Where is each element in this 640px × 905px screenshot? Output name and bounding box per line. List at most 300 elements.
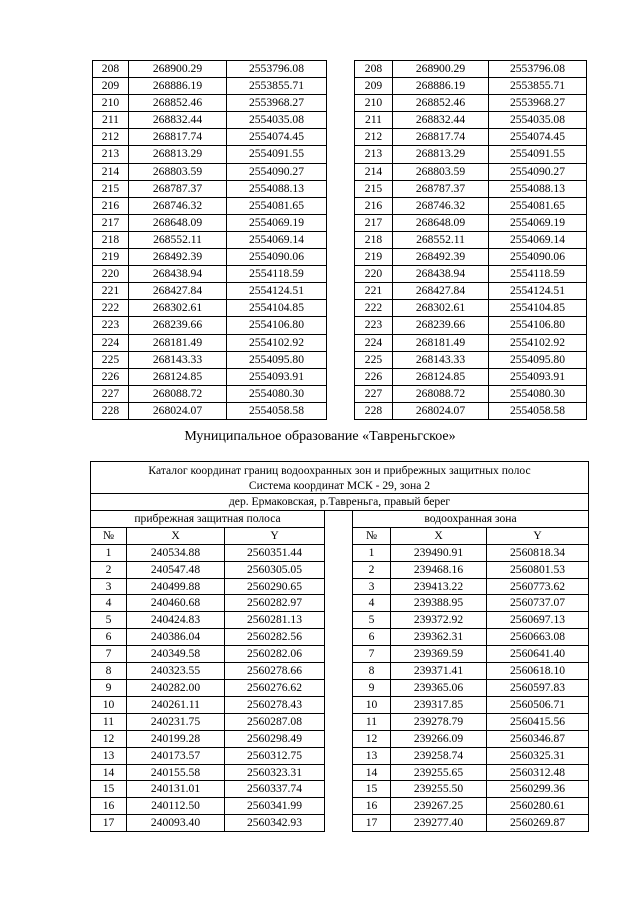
x-coordinate: 268181.49 [393, 334, 489, 351]
gap-cell [327, 180, 355, 197]
point-number: 210 [93, 95, 129, 112]
point-number: 226 [93, 368, 129, 385]
table-row [91, 612, 589, 629]
table-row [93, 385, 587, 402]
gap-cell [327, 351, 355, 368]
protective-strip-point-number: 16 [91, 798, 127, 815]
protective-strip-x: 240199.28 [127, 730, 225, 747]
catalog-coordinates-table [90, 461, 589, 832]
gap-cell [327, 317, 355, 334]
x-coordinate: 268024.07 [129, 402, 227, 419]
x-coordinate: 268787.37 [129, 180, 227, 197]
table-row [91, 629, 589, 646]
table-row [93, 214, 587, 231]
catalog-title [91, 462, 589, 494]
x-coordinate: 268746.32 [129, 197, 227, 214]
protective-strip-x: 240173.57 [127, 747, 225, 764]
point-number: 218 [355, 231, 393, 248]
y-coordinate: 2554058.58 [489, 402, 587, 419]
point-number: 216 [355, 197, 393, 214]
gap-cell [327, 266, 355, 283]
water-zone-point-number: 17 [353, 815, 391, 832]
x-coordinate: 268239.66 [129, 317, 227, 334]
gap-cell [325, 747, 353, 764]
water-zone-y: 2560641.40 [487, 646, 589, 663]
protective-strip-x: 240499.88 [127, 578, 225, 595]
point-number: 221 [355, 283, 393, 300]
y-coordinate: 2554080.30 [489, 385, 587, 402]
protective-strip-y: 2560278.66 [225, 663, 325, 680]
y-coordinate: 2554080.30 [227, 385, 327, 402]
protective-strip-point-number: 17 [91, 815, 127, 832]
right-col-num-header: № [353, 527, 391, 544]
water-zone-point-number: 1 [353, 544, 391, 561]
water-zone-y: 2560346.87 [487, 730, 589, 747]
x-coordinate: 268900.29 [129, 61, 227, 78]
y-coordinate: 2554058.58 [227, 402, 327, 419]
water-zone-x: 239372.92 [391, 612, 487, 629]
point-number: 220 [93, 266, 129, 283]
point-number: 212 [93, 129, 129, 146]
protective-strip-y: 2560290.65 [225, 578, 325, 595]
water-zone-point-number: 11 [353, 713, 391, 730]
y-coordinate: 2554102.92 [489, 334, 587, 351]
point-number: 224 [355, 334, 393, 351]
table-row [91, 781, 589, 798]
table-row [91, 696, 589, 713]
water-zone-point-number: 13 [353, 747, 391, 764]
table-row [93, 112, 587, 129]
protective-strip-x: 240261.11 [127, 696, 225, 713]
x-coordinate: 268143.33 [129, 351, 227, 368]
protective-strip-x: 240093.40 [127, 815, 225, 832]
table-row [93, 351, 587, 368]
point-number: 220 [355, 266, 393, 283]
x-coordinate: 268427.84 [129, 283, 227, 300]
table-row [91, 595, 589, 612]
y-coordinate: 2554090.06 [489, 249, 587, 266]
x-coordinate: 268852.46 [393, 95, 489, 112]
point-number: 228 [93, 402, 129, 419]
x-coordinate: 268832.44 [393, 112, 489, 129]
right-section-header: водоохранная зона [353, 510, 589, 527]
y-coordinate: 2554106.80 [489, 317, 587, 334]
x-coordinate: 268813.29 [393, 146, 489, 163]
water-zone-y: 2560818.34 [487, 544, 589, 561]
protective-strip-x: 240231.75 [127, 713, 225, 730]
water-zone-x: 239255.65 [391, 764, 487, 781]
protective-strip-y: 2560312.75 [225, 747, 325, 764]
x-coordinate: 268787.37 [393, 180, 489, 197]
x-coordinate: 268552.11 [129, 231, 227, 248]
y-coordinate: 2553796.08 [489, 61, 587, 78]
x-coordinate: 268746.32 [393, 197, 489, 214]
x-coordinate: 268492.39 [129, 249, 227, 266]
water-zone-x: 239369.59 [391, 646, 487, 663]
gap-cell [327, 129, 355, 146]
table-row [93, 266, 587, 283]
gap-cell [325, 510, 353, 527]
table-row [93, 129, 587, 146]
y-coordinate: 2554090.06 [227, 249, 327, 266]
x-coordinate: 268886.19 [393, 78, 489, 95]
gap-cell [327, 214, 355, 231]
point-number: 214 [93, 163, 129, 180]
water-zone-y: 2560415.56 [487, 713, 589, 730]
y-coordinate: 2554088.13 [227, 180, 327, 197]
protective-strip-point-number: 2 [91, 561, 127, 578]
x-coordinate: 268832.44 [129, 112, 227, 129]
table-row [91, 798, 589, 815]
protective-strip-point-number: 15 [91, 781, 127, 798]
y-coordinate: 2553855.71 [489, 78, 587, 95]
table-row [91, 730, 589, 747]
protective-strip-y: 2560323.31 [225, 764, 325, 781]
gap-cell [325, 663, 353, 680]
table-row [93, 146, 587, 163]
protective-strip-y: 2560341.99 [225, 798, 325, 815]
point-number: 223 [93, 317, 129, 334]
point-number: 215 [355, 180, 393, 197]
gap-cell [325, 730, 353, 747]
x-coordinate: 268088.72 [393, 385, 489, 402]
table-row [93, 334, 587, 351]
left-col-x-header: X [127, 527, 225, 544]
point-number: 211 [355, 112, 393, 129]
water-zone-y: 2560299.36 [487, 781, 589, 798]
water-zone-x: 239371.41 [391, 663, 487, 680]
y-coordinate: 2554074.45 [227, 129, 327, 146]
point-number: 228 [355, 402, 393, 419]
water-zone-x: 239277.40 [391, 815, 487, 832]
gap-cell [327, 231, 355, 248]
table-row [91, 764, 589, 781]
table-row [93, 78, 587, 95]
point-number: 215 [93, 180, 129, 197]
point-number: 219 [355, 249, 393, 266]
left-col-num-header: № [91, 527, 127, 544]
protective-strip-point-number: 10 [91, 696, 127, 713]
protective-strip-point-number: 5 [91, 612, 127, 629]
x-coordinate: 268024.07 [393, 402, 489, 419]
protective-strip-y: 2560351.44 [225, 544, 325, 561]
point-number: 226 [355, 368, 393, 385]
protective-strip-y: 2560337.74 [225, 781, 325, 798]
water-zone-y: 2560269.87 [487, 815, 589, 832]
y-coordinate: 2554104.85 [227, 300, 327, 317]
protective-strip-point-number: 11 [91, 713, 127, 730]
gap-cell [325, 696, 353, 713]
coordinates-table-continued [92, 60, 587, 420]
x-coordinate: 268886.19 [129, 78, 227, 95]
y-coordinate: 2554091.55 [227, 146, 327, 163]
table-row [91, 578, 589, 595]
x-coordinate: 268427.84 [393, 283, 489, 300]
table-row [91, 679, 589, 696]
protective-strip-y: 2560282.97 [225, 595, 325, 612]
point-number: 227 [93, 385, 129, 402]
protective-strip-x: 240323.55 [127, 663, 225, 680]
water-zone-x: 239468.16 [391, 561, 487, 578]
gap-cell [325, 764, 353, 781]
y-coordinate: 2554081.65 [227, 197, 327, 214]
x-coordinate: 268124.85 [129, 368, 227, 385]
gap-cell [327, 95, 355, 112]
table-row [93, 95, 587, 112]
gap-cell [325, 679, 353, 696]
water-zone-point-number: 14 [353, 764, 391, 781]
table-row [91, 544, 589, 561]
water-zone-point-number: 5 [353, 612, 391, 629]
protective-strip-x: 240424.83 [127, 612, 225, 629]
water-zone-y: 2560325.31 [487, 747, 589, 764]
table-row [91, 747, 589, 764]
x-coordinate: 268302.61 [129, 300, 227, 317]
y-coordinate: 2554095.80 [227, 351, 327, 368]
y-coordinate: 2553855.71 [227, 78, 327, 95]
protective-strip-x: 240155.58 [127, 764, 225, 781]
protective-strip-x: 240349.58 [127, 646, 225, 663]
x-coordinate: 268803.59 [129, 163, 227, 180]
protective-strip-x: 240131.01 [127, 781, 225, 798]
protective-strip-y: 2560281.13 [225, 612, 325, 629]
point-number: 223 [355, 317, 393, 334]
gap-cell [327, 402, 355, 419]
point-number: 209 [93, 78, 129, 95]
y-coordinate: 2554069.14 [489, 231, 587, 248]
y-coordinate: 2554093.91 [489, 368, 587, 385]
table-row [91, 815, 589, 832]
protective-strip-y: 2560305.05 [225, 561, 325, 578]
y-coordinate: 2553968.27 [227, 95, 327, 112]
table-row [91, 646, 589, 663]
water-zone-point-number: 4 [353, 595, 391, 612]
gap-cell [327, 163, 355, 180]
water-zone-y: 2560737.07 [487, 595, 589, 612]
water-zone-point-number: 12 [353, 730, 391, 747]
water-zone-point-number: 8 [353, 663, 391, 680]
gap-cell [325, 595, 353, 612]
y-coordinate: 2554102.92 [227, 334, 327, 351]
point-number: 214 [355, 163, 393, 180]
point-number: 217 [93, 214, 129, 231]
protective-strip-point-number: 8 [91, 663, 127, 680]
x-coordinate: 268143.33 [393, 351, 489, 368]
x-coordinate: 268817.74 [393, 129, 489, 146]
y-coordinate: 2554035.08 [489, 112, 587, 129]
table-row [93, 197, 587, 214]
protective-strip-y: 2560278.43 [225, 696, 325, 713]
point-number: 216 [93, 197, 129, 214]
y-coordinate: 2554118.59 [227, 266, 327, 283]
catalog-title-line2: Система координат МСК - 29, зона 2 [248, 478, 431, 492]
y-coordinate: 2554124.51 [227, 283, 327, 300]
water-zone-x: 239267.25 [391, 798, 487, 815]
protective-strip-point-number: 14 [91, 764, 127, 781]
x-coordinate: 268852.46 [129, 95, 227, 112]
point-number: 222 [93, 300, 129, 317]
point-number: 225 [93, 351, 129, 368]
water-zone-x: 239365.06 [391, 679, 487, 696]
y-coordinate: 2554093.91 [227, 368, 327, 385]
gap-cell [327, 368, 355, 385]
table-row [93, 283, 587, 300]
protective-strip-point-number: 9 [91, 679, 127, 696]
point-number: 208 [93, 61, 129, 78]
x-coordinate: 268803.59 [393, 163, 489, 180]
water-zone-y: 2560312.48 [487, 764, 589, 781]
point-number: 227 [355, 385, 393, 402]
y-coordinate: 2554035.08 [227, 112, 327, 129]
water-zone-point-number: 16 [353, 798, 391, 815]
gap-cell [325, 646, 353, 663]
y-coordinate: 2554069.14 [227, 231, 327, 248]
table-row [91, 713, 589, 730]
protective-strip-point-number: 6 [91, 629, 127, 646]
point-number: 209 [355, 78, 393, 95]
protective-strip-point-number: 7 [91, 646, 127, 663]
protective-strip-x: 240112.50 [127, 798, 225, 815]
protective-strip-y: 2560276.62 [225, 679, 325, 696]
water-zone-y: 2560506.71 [487, 696, 589, 713]
point-number: 211 [93, 112, 129, 129]
x-coordinate: 268900.29 [393, 61, 489, 78]
table-row [93, 163, 587, 180]
water-zone-point-number: 2 [353, 561, 391, 578]
y-coordinate: 2554124.51 [489, 283, 587, 300]
protective-strip-point-number: 1 [91, 544, 127, 561]
protective-strip-point-number: 12 [91, 730, 127, 747]
y-coordinate: 2554090.27 [489, 163, 587, 180]
gap-cell [327, 61, 355, 78]
water-zone-x: 239278.79 [391, 713, 487, 730]
y-coordinate: 2554106.80 [227, 317, 327, 334]
gap-cell [327, 283, 355, 300]
water-zone-x: 239258.74 [391, 747, 487, 764]
gap-cell [327, 334, 355, 351]
x-coordinate: 268813.29 [129, 146, 227, 163]
water-zone-point-number: 10 [353, 696, 391, 713]
protective-strip-point-number: 3 [91, 578, 127, 595]
gap-cell [327, 197, 355, 214]
protective-strip-x: 240282.00 [127, 679, 225, 696]
water-zone-y: 2560280.61 [487, 798, 589, 815]
x-coordinate: 268124.85 [393, 368, 489, 385]
point-number: 224 [93, 334, 129, 351]
point-number: 218 [93, 231, 129, 248]
water-zone-y: 2560663.08 [487, 629, 589, 646]
x-coordinate: 268648.09 [393, 214, 489, 231]
gap-cell [327, 385, 355, 402]
gap-cell [327, 249, 355, 266]
table-row [93, 231, 587, 248]
gap-cell [325, 713, 353, 730]
water-zone-point-number: 6 [353, 629, 391, 646]
point-number: 210 [355, 95, 393, 112]
x-coordinate: 268302.61 [393, 300, 489, 317]
gap-cell [325, 815, 353, 832]
gap-cell [325, 629, 353, 646]
water-zone-y: 2560697.13 [487, 612, 589, 629]
table-row [93, 300, 587, 317]
water-zone-y: 2560773.62 [487, 578, 589, 595]
water-zone-point-number: 3 [353, 578, 391, 595]
x-coordinate: 268817.74 [129, 129, 227, 146]
protective-strip-x: 240534.88 [127, 544, 225, 561]
x-coordinate: 268181.49 [129, 334, 227, 351]
water-zone-x: 239388.95 [391, 595, 487, 612]
water-zone-x: 239362.31 [391, 629, 487, 646]
y-coordinate: 2554090.27 [227, 163, 327, 180]
point-number: 221 [93, 283, 129, 300]
protective-strip-x: 240547.48 [127, 561, 225, 578]
y-coordinate: 2553796.08 [227, 61, 327, 78]
point-number: 225 [355, 351, 393, 368]
left-section-header: прибрежная защитная полоса [91, 510, 325, 527]
water-zone-y: 2560801.53 [487, 561, 589, 578]
point-number: 208 [355, 61, 393, 78]
gap-cell [327, 112, 355, 129]
y-coordinate: 2554081.65 [489, 197, 587, 214]
gap-cell [327, 146, 355, 163]
x-coordinate: 268552.11 [393, 231, 489, 248]
table-row [93, 402, 587, 419]
table-row [93, 317, 587, 334]
y-coordinate: 2554069.19 [227, 214, 327, 231]
gap-cell [325, 781, 353, 798]
protective-strip-y: 2560298.49 [225, 730, 325, 747]
water-zone-y: 2560618.10 [487, 663, 589, 680]
protective-strip-point-number: 13 [91, 747, 127, 764]
protective-strip-point-number: 4 [91, 595, 127, 612]
y-coordinate: 2554088.13 [489, 180, 587, 197]
water-zone-point-number: 9 [353, 679, 391, 696]
y-coordinate: 2553968.27 [489, 95, 587, 112]
gap-cell [325, 612, 353, 629]
table-row [93, 249, 587, 266]
point-number: 213 [355, 146, 393, 163]
water-zone-x: 239490.91 [391, 544, 487, 561]
y-coordinate: 2554104.85 [489, 300, 587, 317]
point-number: 213 [93, 146, 129, 163]
water-zone-point-number: 7 [353, 646, 391, 663]
right-col-x-header: X [391, 527, 487, 544]
water-zone-point-number: 15 [353, 781, 391, 798]
table-row [93, 180, 587, 197]
x-coordinate: 268438.94 [129, 266, 227, 283]
municipality-title: Муниципальное образование «Тавреньгское» [184, 429, 456, 444]
left-col-y-header: Y [225, 527, 325, 544]
y-coordinate: 2554095.80 [489, 351, 587, 368]
x-coordinate: 268438.94 [393, 266, 489, 283]
y-coordinate: 2554069.19 [489, 214, 587, 231]
water-zone-x: 239266.09 [391, 730, 487, 747]
protective-strip-x: 240460.68 [127, 595, 225, 612]
catalog-location: дер. Ермаковская, р.Тавреньга, правый берег [91, 494, 589, 511]
gap-cell [325, 578, 353, 595]
y-coordinate: 2554074.45 [489, 129, 587, 146]
gap-cell [327, 300, 355, 317]
gap-cell [327, 78, 355, 95]
protective-strip-y: 2560342.93 [225, 815, 325, 832]
protective-strip-y: 2560282.56 [225, 629, 325, 646]
gap-cell [325, 798, 353, 815]
x-coordinate: 268088.72 [129, 385, 227, 402]
catalog-title-line1: Каталог координат границ водоохранных зон и прибрежных защитных полос [148, 463, 531, 477]
point-number: 217 [355, 214, 393, 231]
table-row [93, 61, 587, 78]
point-number: 212 [355, 129, 393, 146]
